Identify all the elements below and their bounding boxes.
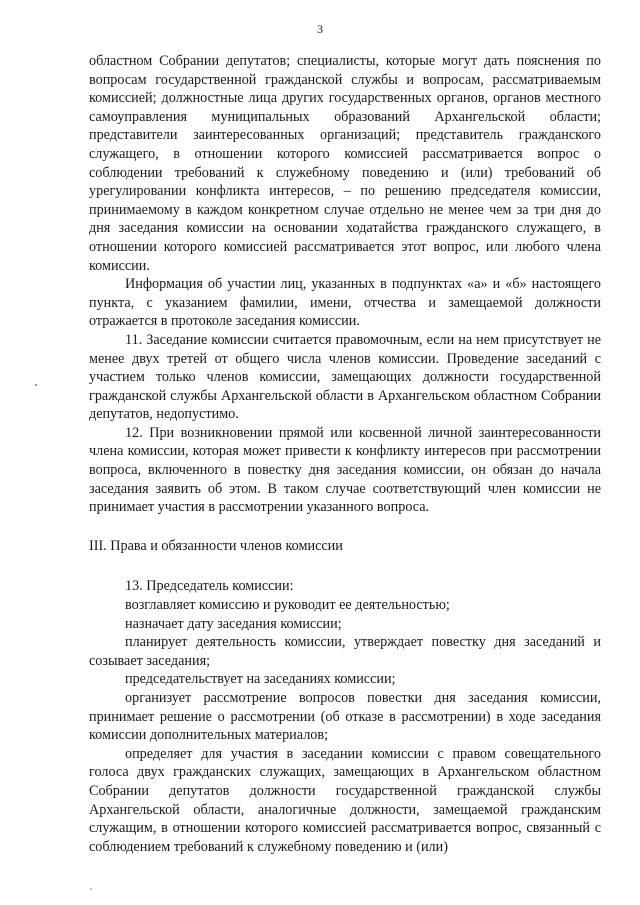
scan-speck: [35, 384, 37, 386]
page-number: 3: [317, 22, 323, 36]
list-item-chairman-duty: возглавляет комиссию и руководит ее деятельностью;: [125, 597, 450, 614]
paragraph-item-12: 12. При возникновении прямой или косвенной личной заинтересованности члена комиссии, которая может привести к конфликту интересов при рассмотрении вопроса, включенного в повестку дня заседания комиссии, он обязан до начала заседания заявить об этом. В таком случае соответствующий член комиссии не принимает участия в рассмотрении указанного вопроса.: [89, 424, 601, 516]
list-item-chairman-duty: определяет для участия в заседании комиссии с правом совещательного голоса двух гражданских служащих, замещающих в Архангельском областном Собрании депутатов должности государственной гражданской службы Архангельской области, аналогичные должности, замещаемой гражданским служащим, в отношении которого комиссией рассматривается вопрос, связанный с соблюдением требований к служебному поведению и (или): [89, 745, 601, 855]
section-heading: III. Права и обязанности членов комиссии: [89, 537, 343, 554]
list-item-chairman-duty: планирует деятельность комиссии, утверждает повестку дня заседаний и созывает заседания;: [89, 634, 601, 669]
paragraph-participation-info: Информация об участии лиц, указанных в подпунктах «а» и «б» настоящего пункта, с указанием фамилии, имени, отчества и замещаемой должности отражается в протоколе заседания комиссии.: [89, 276, 601, 330]
list-item-chairman-duty: организует рассмотрение вопросов повестки дня заседания комиссии, принимает решение о рассмотрении (об отказе в рассмотрении) в ходе заседания комиссии дополнительных материалов;: [89, 690, 601, 744]
paragraph-item-13: 13. Председатель комиссии:: [125, 578, 294, 595]
document-body: [89, 52, 601, 856]
paragraph-item-11: 11. Заседание комиссии считается правомочным, если на нем присутствует не менее двух третей от общего числа членов комиссии. Проведение заседаний с участием только членов комиссии, замещающих должности государственной гражданской службы Архангельской области в Архангельском областном Собрании депутатов, недопустимо.: [89, 331, 601, 423]
paragraph-participants: областном Собрании депутатов; специалисты, которые могут дать пояснения по вопросам государственной гражданской службы и вопросам, рассматриваемым комиссией; должностные лица других государственных органов, органов местного самоуправления муниципальных образований Архангельской области; представители заинтересованных организаций; представитель гражданского служащего, в отношении которого комиссией рассматривается вопрос о соблюдении требований к служебному поведению и (или) требований об урегулировании конфликта интересов, – по решению председателя комиссии, принимаемому в каждом конкретном случае отдельно не менее чем за три дня до дня заседания комиссии на основании ходатайства гражданского служащего, в отношении которого комиссией рассматривается этот вопрос, или любого члена комиссии.: [89, 53, 601, 274]
list-item-chairman-duty: председательствует на заседаниях комиссии;: [125, 671, 396, 688]
list-item-chairman-duty: назначает дату заседания комиссии;: [125, 615, 342, 632]
scan-speck: [90, 888, 92, 890]
